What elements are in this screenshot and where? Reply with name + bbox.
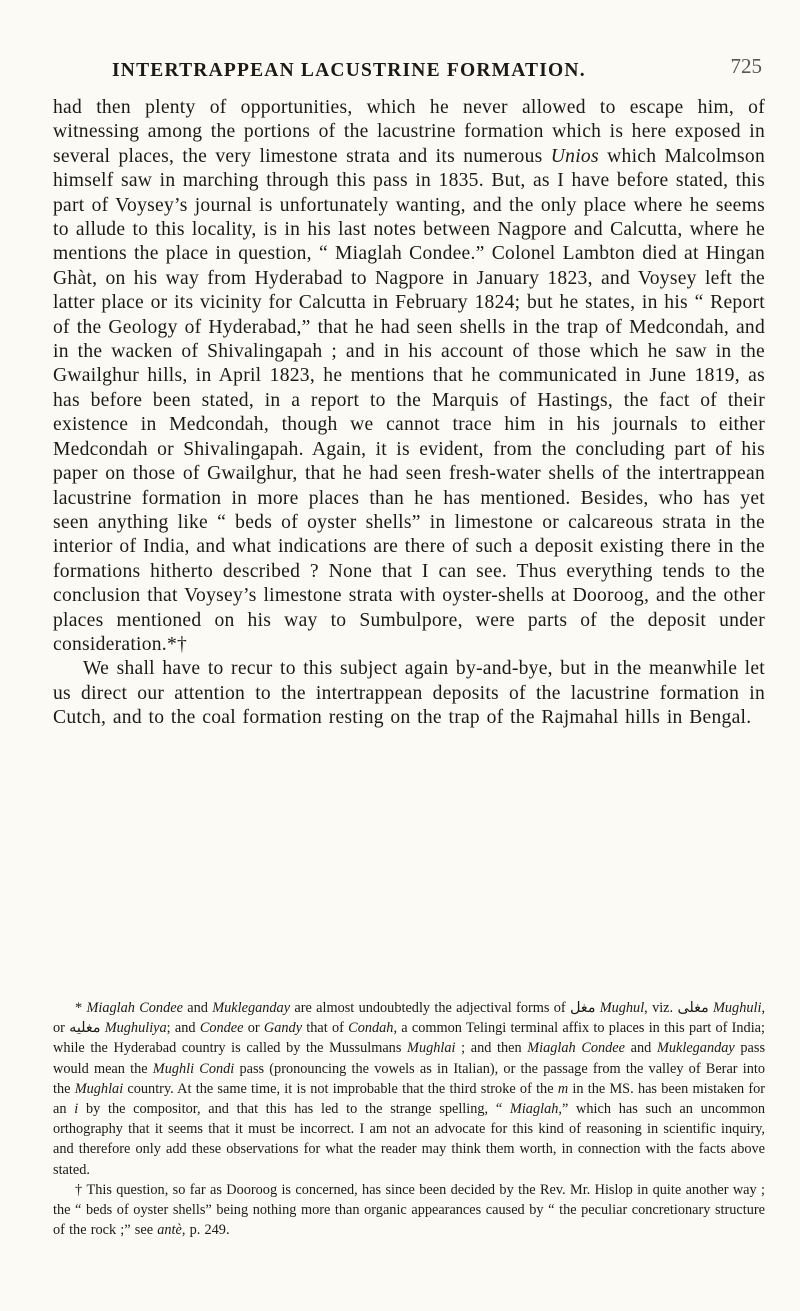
text-run: pass would mean the <box>53 1040 766 1077</box>
text-run: which Malcolmson himself saw in marching through this pass in 1835. But, as I have before stated, this part of Voysey’s journal is unfortunately wanting, and the only place where he seems to allude to this locality, is in his last notes between Nagpore and Calcutta, where he mentions the place in question, “ Miaglah Condee.” Colonel Lambton died at Hingan Ghàt, on his way from Hyderabad to Nagpore in January 1823, and Voysey left the latter place or its vicinity for Calcutta in February 1824; but he states, in his “ Report of the Geology of Hyderabad,” that he had seen shells in the trap of Medcondah, and in the wacken of Shivalingapah ; and in his account of those which he saw in the Gwailghur hills, in April 1823, he mentions that he communicated in June 1819, as has before been stated, in a report to the Marquis of Hastings, the fact of their existence in Medcondah, though we cannot trace him in his journals to either Medcondah or Shivalingapah. Again, it is evident, from the concluding part of his paper on those of Gwailghur, that he had seen fresh-water shells of the intertrappean lacustrine formation in more places than he has mentioned. Besides, who has yet seen anything like “ beds of oyster shells” in limestone or calcareous strata in the interior of India, and what indications are there of such a deposit existing there in the formations hitherto described ? None that I can see. Thus everything tends to the conclusion that Voysey’s limestone strata with oyster-shells at Dooroog, and the other places mentioned on his way to Sumbulpore, were parts of the deposit under consideration.*† <box>53 145 766 655</box>
italic-term: Gandy <box>263 1020 303 1037</box>
arabic-word: مغلی <box>677 1000 709 1016</box>
text-run: , a common Telingi terminal affix to places in this part of India; while the Hyderabad country is called by the Mussulmans <box>53 1020 765 1057</box>
italic-term: i <box>74 1101 79 1118</box>
text-run: , or <box>53 1000 766 1037</box>
italic-term: Condah <box>348 1020 394 1037</box>
italic-term: Mughlai <box>407 1040 456 1057</box>
italic-term: Mughuliya <box>104 1020 167 1037</box>
paragraph-1 <box>53 96 765 657</box>
italic-term: antè <box>157 1222 182 1239</box>
italic-term: Mughuli <box>712 1000 762 1016</box>
body-text <box>53 96 765 731</box>
italic-term: Mukleganday <box>212 1000 291 1016</box>
italic-term: Miaglah <box>509 1101 559 1118</box>
italic-term: Mughul <box>599 1000 645 1016</box>
text-run: had then plenty of opportunities, which he never allowed to escape him, of witnessing among the portions of the lacustrine formation which is here exposed in several places, the very limestone strata and its numerous <box>53 97 765 167</box>
text-run: by the compositor, and that this has led to the strange spelling, “ <box>78 1101 510 1118</box>
text-run: ; and then <box>455 1040 528 1057</box>
italic-term: Mughlai <box>74 1080 124 1097</box>
arabic-word: مغل <box>569 1000 596 1016</box>
italic-term: Mughli Condi <box>152 1060 235 1077</box>
text-run: are almost undoubtedly the adjectival forms of <box>290 1000 570 1016</box>
page-number: 725 <box>730 54 762 78</box>
footnote-1 <box>53 998 765 1180</box>
text-run: country. At the same time, it is not improbable that the third stroke of the <box>123 1080 558 1097</box>
text-run: ; and <box>166 1020 200 1037</box>
text-run: in the MS. has been mistaken for an <box>53 1080 766 1118</box>
running-title: INTERTRAPPEAN LACUSTRINE FORMATION. <box>112 60 586 81</box>
italic-term: Mukleganday <box>656 1040 735 1057</box>
italic-term: Unios <box>550 145 599 167</box>
italic-term: Condee <box>199 1020 244 1037</box>
italic-term: Miaglah Condee <box>527 1040 626 1057</box>
footnote-2 <box>53 1180 765 1241</box>
text-run: ,” which has such an uncommon orthography that it seems that it must be incorrect. I am not an advocate for this kind of reasoning in scientific inquiry, and therefore only add these observations for what the reader may think them worth, in connection with the facts above stated. <box>53 1101 765 1178</box>
footnotes <box>53 998 765 1240</box>
running-head <box>112 54 762 86</box>
text-run: and <box>625 1040 657 1057</box>
text-run: , p. 249. <box>181 1222 230 1239</box>
text-run: or <box>243 1020 264 1037</box>
italic-term: Miaglah Condee <box>86 1000 183 1016</box>
paragraph-2: We shall have to recur to this subject again by-and-bye, but in the meanwhile let us direct our attention to the intertrappean deposits of the lacustrine formation in Cutch, and to the coal formation resting on the trap of the Rajmahal hills in Bengal. <box>53 658 765 729</box>
text-run: , viz. <box>644 1000 678 1016</box>
text-run: pass (pronouncing the vowels as in Italian), or the passage from the valley of Berar into the <box>53 1060 765 1097</box>
text-run: and <box>182 1000 213 1016</box>
text-run: that of <box>302 1020 349 1037</box>
text-run: † This question, so far as Dooroog is concerned, has since been decided by the Rev. Mr. Hislop in quite another way ; the “ beds of oyster shells” being nothing more than organic appearances caused by “ the peculiar concretionary structure of the rock ;” see <box>53 1181 765 1239</box>
footnote-marker: * <box>75 1000 87 1016</box>
italic-term: m <box>557 1080 569 1097</box>
arabic-word: مغلیه <box>69 1020 101 1037</box>
